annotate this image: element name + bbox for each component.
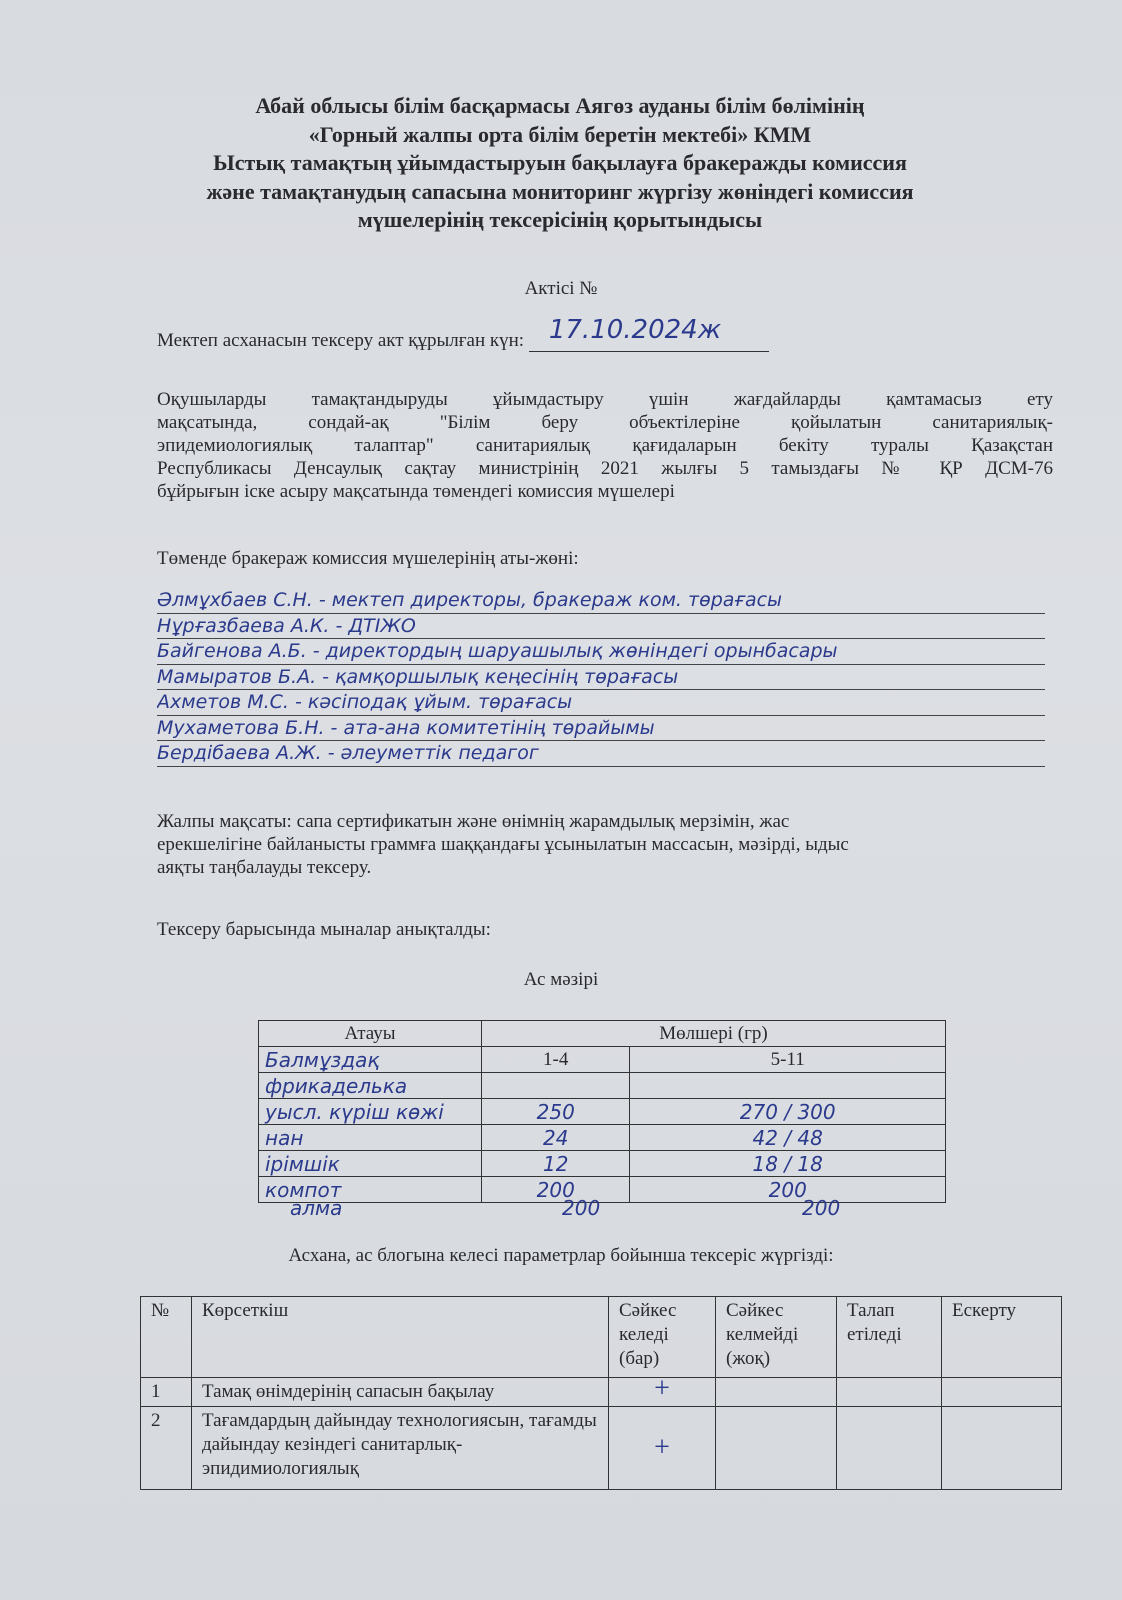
- header-number: №: [141, 1297, 192, 1378]
- row-number: 2: [141, 1407, 192, 1490]
- members-heading: Төменде бракераж комиссия мүшелерінің аты-жөні:: [157, 548, 579, 569]
- intro-line: бұйрығын іске асыру мақсатында төмендегі комиссия мүшелері: [157, 481, 675, 502]
- menu-item-name: алма: [290, 1196, 343, 1220]
- act-number-label: Актісі №: [524, 278, 598, 299]
- table-row: [259, 1151, 946, 1177]
- menu-item-g2: 42 / 48: [630, 1125, 946, 1151]
- date-row: [157, 315, 769, 352]
- menu-item-g2: [630, 1073, 946, 1099]
- col-g2-header: 5-11: [630, 1047, 946, 1073]
- title-line: Ыстық тамақтың ұйымдастыруын бақылауға бракеражды комиссия: [213, 150, 907, 175]
- member-line: Ахметов М.С. - кәсіподақ ұйым. төрағасы: [157, 690, 1045, 716]
- table-row: [141, 1407, 1062, 1490]
- menu-item-g2: 18 / 18: [630, 1151, 946, 1177]
- menu-item-g1: 12: [482, 1151, 630, 1177]
- title-line: Абай облысы білім басқармасы Аягөз ауданы білім бөлімінің: [255, 93, 865, 118]
- goal-line: Жалпы мақсаты: сапа сертификатын және өнімнің жарамдылық мерзімін, жас: [157, 811, 790, 832]
- menu-item-g1: [482, 1073, 630, 1099]
- row-compliant-mark: +: [609, 1378, 716, 1407]
- row-required: [837, 1407, 942, 1490]
- menu-table: [258, 1020, 946, 1203]
- member-line: Байгенова А.Б. - директордың шаруашылық жөніндегі орынбасары: [157, 639, 1045, 665]
- menu-item-name: уысл. күріш көжі: [259, 1099, 482, 1125]
- title-line: мүшелерінің тексерісінің қорытындысы: [357, 207, 763, 232]
- table-row: [259, 1099, 946, 1125]
- table-row: [259, 1073, 946, 1099]
- member-line: Нұрғазбаева А.К. - ДТІЖО: [157, 614, 1045, 640]
- table-header-row: [259, 1021, 946, 1047]
- header-note: Ескерту: [942, 1297, 1062, 1378]
- row-noncompliant: [716, 1407, 837, 1490]
- menu-item-g1: 200: [562, 1196, 601, 1220]
- date-field: [529, 315, 769, 352]
- row-indicator: Тамақ өнімдерінің сапасын бақылау: [192, 1378, 609, 1407]
- intro-line: Республикасы Денсаулық сақтау министрінің 2021 жылғы 5 тамыздағы № ҚР ДСМ-76: [157, 458, 1053, 479]
- goal-paragraph: [157, 810, 1017, 879]
- table-row: [141, 1378, 1062, 1407]
- member-line: Бердібаева А.Ж. - әлеуметтік педагог: [157, 741, 1045, 767]
- findings-label: Тексеру барысында мыналар анықталды:: [157, 919, 491, 940]
- header-compliant: Сәйкес келеді (бар): [609, 1297, 716, 1378]
- date-value: 17.10.2024ж: [548, 315, 722, 345]
- header-indicator: Көрсеткіш: [192, 1297, 609, 1378]
- menu-item-g1: 200: [482, 1177, 630, 1203]
- date-label: Мектеп асханасын тексеру акт құрылған күн:: [157, 330, 525, 351]
- row-number: 1: [141, 1378, 192, 1407]
- menu-heading: Ас мәзірі: [523, 969, 599, 990]
- menu-item-name: ірімшік: [259, 1151, 482, 1177]
- row-noncompliant: [716, 1378, 837, 1407]
- table-header-row: [141, 1297, 1062, 1378]
- menu-item-name: нан: [259, 1125, 482, 1151]
- menu-item-name: фрикаделька: [259, 1073, 482, 1099]
- table-row: [259, 1125, 946, 1151]
- menu-item-g1: 24: [482, 1125, 630, 1151]
- intro-line: Оқушыларды тамақтандыруды ұйымдастыру үшін жағдайларды қамтамасыз ету: [157, 389, 1053, 410]
- col-name-header: Атауы: [259, 1021, 482, 1047]
- table-row: [259, 1177, 946, 1203]
- menu-item-g1: 250: [482, 1099, 630, 1125]
- intro-paragraph: [157, 388, 1053, 503]
- menu-item-g2: 200: [630, 1177, 946, 1203]
- row-compliant-mark: +: [609, 1407, 716, 1490]
- col-g1-header: 1-4: [482, 1047, 630, 1073]
- members-list: [157, 588, 1045, 767]
- row-note: [942, 1378, 1062, 1407]
- title-line: «Горный жалпы орта білім беретін мектебі» КММ: [308, 121, 812, 147]
- member-line: Мухаметова Б.Н. - ата-ана комитетінің төрайымы: [157, 716, 1045, 742]
- member-line: Мамыратов Б.А. - қамқоршылық кеңесінің төрағасы: [157, 665, 1045, 691]
- col-amount-header: Мөлшері (гр): [482, 1021, 946, 1047]
- header-required: Талап етіледі: [837, 1297, 942, 1378]
- row-note: [942, 1407, 1062, 1490]
- inspection-heading: Асхана, ас блогына келесі параметрлар бойынша тексеріс жүргізді:: [288, 1245, 834, 1266]
- row-indicator: Тағамдардың дайындау технологиясын, тағамды дайындау кезіндегі санитарлық-эпидимиологиялық: [192, 1407, 609, 1490]
- menu-item-name: компот: [259, 1177, 482, 1203]
- menu-item-g2: 270 / 300: [630, 1099, 946, 1125]
- title-line: және тамақтанудың сапасына мониторинг жүргізу жөніндегі комиссия: [206, 178, 914, 204]
- goal-line: аяқты таңбалауды тексеру.: [157, 857, 372, 878]
- menu-item-g2: 200: [802, 1196, 841, 1220]
- table-row: [259, 1047, 946, 1073]
- header-noncompliant: Сәйкес келмейді (жоқ): [716, 1297, 837, 1378]
- inspection-table: [140, 1296, 1062, 1490]
- document-title: [150, 92, 970, 235]
- row-required: [837, 1378, 942, 1407]
- member-line: Әлмұхбаев С.Н. - мектеп директоры, бракераж ком. төрағасы: [157, 588, 1045, 614]
- intro-line: мақсатында, сондай-ақ "Білім беру объектілеріне қойылатын санитариялық-: [157, 412, 1053, 433]
- menu-item-name: Балмұздақ: [259, 1047, 482, 1073]
- goal-line: ерекшелігіне байланысты граммға шаққандағы ұсынылатын массасын, мәзірді, ыдыс: [157, 834, 849, 855]
- intro-line: эпидемиологиялық талаптар" санитариялық қағидаларын бекіту туралы Қазақстан: [157, 435, 1053, 456]
